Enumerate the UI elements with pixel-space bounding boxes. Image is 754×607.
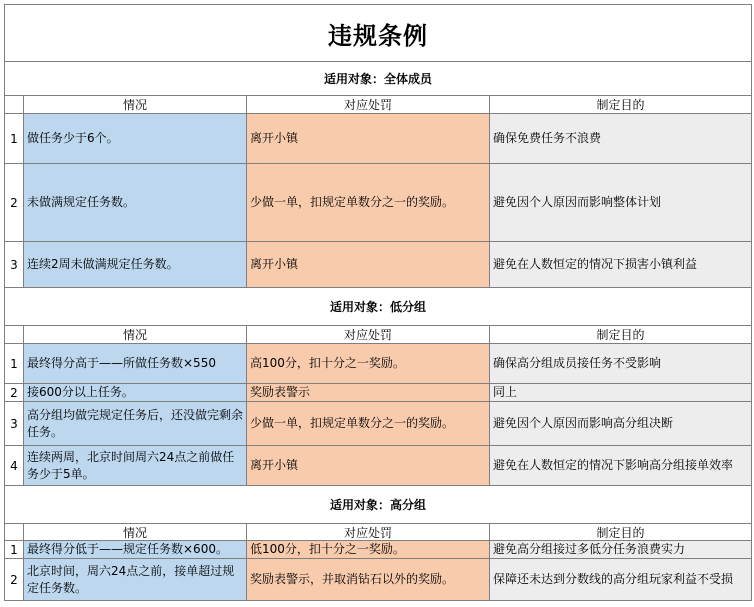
situation-cell: 连续2周未做满规定任务数。 <box>24 242 247 288</box>
purpose-cell: 避免因个人原因而影响整体计划 <box>490 164 752 242</box>
penalty-cell: 离开小镇 <box>247 446 490 486</box>
situation-cell: 最终得分高于——所做任务数×550 <box>24 344 247 384</box>
situation-cell: 连续两周，北京时间周六24点之前做任务少于5单。 <box>24 446 247 486</box>
row-number: 1 <box>4 344 24 384</box>
section-label-high-group: 适用对象：高分组 <box>4 486 752 524</box>
page-title: 违规条例 <box>4 4 752 62</box>
penalty-cell: 少做一单，扣规定单数分之一的奖励。 <box>247 402 490 446</box>
purpose-cell: 同上 <box>490 384 752 402</box>
row-number: 3 <box>4 402 24 446</box>
purpose-cell: 避免在人数恒定的情况下影响高分组接单效率 <box>490 446 752 486</box>
row-number: 2 <box>4 384 24 402</box>
row-number: 2 <box>4 559 24 601</box>
header-penalty: 对应处罚 <box>247 96 490 114</box>
header-situation: 情况 <box>24 524 247 541</box>
header-penalty: 对应处罚 <box>247 326 490 344</box>
row-number: 2 <box>4 164 24 242</box>
situation-cell: 未做满规定任务数。 <box>24 164 247 242</box>
penalty-cell: 奖励表警示，并取消钻石以外的奖励。 <box>247 559 490 601</box>
header-situation: 情况 <box>24 326 247 344</box>
row-number: 3 <box>4 242 24 288</box>
purpose-cell: 确保高分组成员接任务不受影响 <box>490 344 752 384</box>
row-number: 4 <box>4 446 24 486</box>
header-number-cell <box>4 524 24 541</box>
section-label-all-members: 适用对象：全体成员 <box>4 62 752 96</box>
penalty-cell: 离开小镇 <box>247 114 490 164</box>
penalty-cell: 奖励表警示 <box>247 384 490 402</box>
penalty-cell: 离开小镇 <box>247 242 490 288</box>
header-situation: 情况 <box>24 96 247 114</box>
header-purpose: 制定目的 <box>490 524 752 541</box>
penalty-cell: 少做一单，扣规定单数分之一的奖励。 <box>247 164 490 242</box>
header-number-cell <box>4 96 24 114</box>
purpose-cell: 保障还未达到分数线的高分组玩家利益不受损 <box>490 559 752 601</box>
purpose-cell: 确保免费任务不浪费 <box>490 114 752 164</box>
situation-cell: 最终得分低于——规定任务数×600。 <box>24 541 247 559</box>
purpose-cell: 避免因个人原因而影响高分组决断 <box>490 402 752 446</box>
situation-cell: 北京时间，周六24点之前，接单超过规定任务数。 <box>24 559 247 601</box>
section-label-low-group: 适用对象：低分组 <box>4 288 752 326</box>
penalty-cell: 高100分，扣十分之一奖励。 <box>247 344 490 384</box>
header-purpose: 制定目的 <box>490 96 752 114</box>
header-penalty: 对应处罚 <box>247 524 490 541</box>
row-number: 1 <box>4 114 24 164</box>
header-purpose: 制定目的 <box>490 326 752 344</box>
header-number-cell <box>4 326 24 344</box>
penalty-cell: 低100分，扣十分之一奖励。 <box>247 541 490 559</box>
purpose-cell: 避免高分组接过多低分任务浪费实力 <box>490 541 752 559</box>
purpose-cell: 避免在人数恒定的情况下损害小镇利益 <box>490 242 752 288</box>
situation-cell: 接600分以上任务。 <box>24 384 247 402</box>
row-number: 1 <box>4 541 24 559</box>
situation-cell: 高分组均做完规定任务后，还没做完剩余任务。 <box>24 402 247 446</box>
situation-cell: 做任务少于6个。 <box>24 114 247 164</box>
